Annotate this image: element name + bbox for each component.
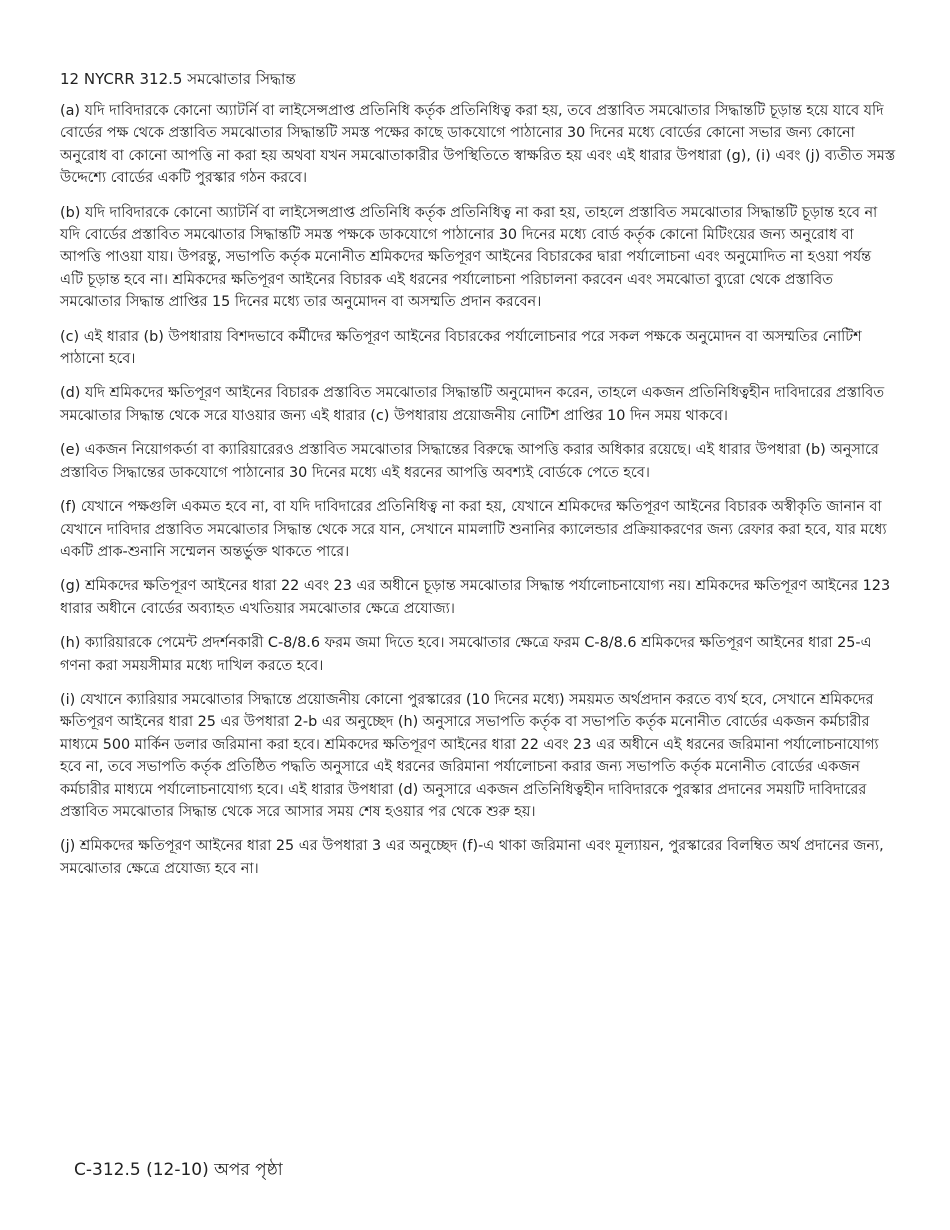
paragraph-d: (d) যদি শ্রমিকদের ক্ষতিপূরণ আইনের বিচারক প্রস্তাবিত সমঝোতার সিদ্ধান্তটি অনুমোদন করেন, তাহলে একজন প্রতিনিধিত্বহীন দাবিদারের প্রস্তাবিত সমঝোতার সিদ্ধান্ত থেকে সরে যাওয়ার জন্য এই ধারার (c) উপধারায় প্রয়োজনীয় নোটিশ প্রাপ্তির 10 দিন সময় থাকবে।	[60, 385, 885, 424]
paragraph-c: (c) এই ধারার (b) উপধারায় বিশদভাবে কর্মীদের ক্ষতিপূরণ আইনের বিচারকের পর্যালোচনার পরে সকল পক্ষকে অনুমোদন বা অসম্মতির নোটিশ পাঠানো হবে।	[60, 328, 862, 368]
paragraph-i: (i) যেখানে ক্যারিয়ার সমঝোতার সিদ্ধান্তে প্রয়োজনীয় কোনো পুরস্কারের (10 দিনের মধ্যে) সময়মত অর্থপ্রদান করতে ব্যর্থ হবে, সেখানে শ্রমিকদের ক্ষতিপূরণ আইনের ধারা 25 এর উপধারা 2-b এর অনুচ্ছেদ (h) অনুসারে সভাপতি কর্তৃক বা সভাপতি কর্তৃক মনোনীত বোর্ডের একজন কর্মচারীর মাধ্যমে 500 মার্কিন ডলার জরিমানা করা হবে। শ্রমিকদের ক্ষতিপূরণ আইনের ধারা 22 এবং 23 এর অধীনে এই ধরনের জরিমানা পর্যালোচনাযোগ্য হবে না, তবে সভাপতি কর্তৃক প্রতিষ্ঠিত পদ্ধতি অনুসারে এই ধরনের জরিমানা পর্যালোচনা করার জন্য সভাপতি কর্তৃক মনোনীত বোর্ডের একজন কর্মচারীর মাধ্যমে পর্যালোচনাযোগ্য হবে। এই ধারার উপধারা (d) অনুসারে একজন প্রতিনিধিত্বহীন দাবিদারকে পুরস্কার প্রদানের সময়টি দাবিদারের প্রস্তাবিত সমঝোতার সিদ্ধান্ত থেকে সরে আসার সময় শেষ হওয়ার পর থেকে শুরু হয়।	[60, 691, 879, 820]
paragraph-h: (h) ক্যারিয়ারকে পেমেন্ট প্রদর্শনকারী C-8/8.6 ফরম জমা দিতে হবে। সমঝোতার ক্ষেত্রে ফরম C-8/8.6 শ্রমিকদের ক্ষতিপূরণ আইনের ধারা 25-এ গণনা করা সময়সীমার মধ্যে দাখিল করতে হবে।	[60, 635, 872, 674]
form-footer-label: C-312.5 (12-10) অপর পৃষ্ঠা	[74, 1160, 283, 1180]
document-body	[60, 68, 896, 892]
document-title: 12 NYCRR 312.5 সমঝোতার সিদ্ধান্ত	[60, 70, 296, 88]
paragraph-j: (j) শ্রমিকদের ক্ষতিপূরণ আইনের ধারা 25 এর উপধারা 3 এর অনুচ্ছেদ (f)-এ থাকা জরিমানা এবং মূল্যায়ন, পুরস্কারের বিলম্বিত অর্থ প্রদানের জন্য, সমঝোতার ক্ষেত্রে প্রযোজ্য হবে না।	[60, 838, 884, 877]
paragraph-f: (f) যেখানে পক্ষগুলি একমত হবে না, বা যদি দাবিদারের প্রতিনিধিত্ব না করা হয়, যেখানে শ্রমিকদের ক্ষতিপূরণ আইনের বিচারক অস্বীকৃতি জানান বা যেখানে দাবিদার প্রস্তাবিত সমঝোতার সিদ্ধান্ত থেকে সরে যান, সেখানে মামলাটি শুনানির ক্যালেন্ডার প্রক্রিয়াকরণের জন্য রেফার করা হবে, যার মধ্যে একটি প্রাক-শুনানি সম্মেলন অন্তর্ভুক্ত থাকতে পারে।	[60, 499, 887, 560]
paragraph-e: (e) একজন নিয়োগকর্তা বা ক্যারিয়ারেরও প্রস্তাবিত সমঝোতার সিদ্ধান্তের বিরুদ্ধে আপত্তি করার অধিকার রয়েছে। এই ধারার উপধারা (b) অনুসারে প্রস্তাবিত সিদ্ধান্তের ডাকযোগে পাঠানোর 30 দিনের মধ্যে এই ধরনের আপত্তি অবশ্যই বোর্ডকে পেতে হবে।	[60, 442, 879, 481]
paragraph-g: (g) শ্রমিকদের ক্ষতিপূরণ আইনের ধারা 22 এবং 23 এর অধীনে চূড়ান্ত সমঝোতার সিদ্ধান্ত পর্যালোচনাযোগ্য নয়। শ্রমিকদের ক্ষতিপূরণ আইনের 123 ধারার অধীনে বোর্ডের অব্যাহত এখতিয়ার সমঝোতার ক্ষেত্রে প্রযোজ্য।	[60, 578, 891, 617]
paragraph-a: (a) যদি দাবিদারকে কোনো অ্যাটর্নি বা লাইসেন্সপ্রাপ্ত প্রতিনিধি কর্তৃক প্রতিনিধিত্ব করা হয়, তবে প্রস্তাবিত সমঝোতার সিদ্ধান্তটি চূড়ান্ত হয়ে যাবে যদি বোর্ডের পক্ষ থেকে প্রস্তাবিত সমঝোতার সিদ্ধান্তটি সমস্ত পক্ষের কাছে ডাকযোগে পাঠানোর 30 দিনের মধ্যে বোর্ডের কোনো সভার জন্য কোনো অনুরোধ বা কোনো আপত্তি না করা হয় অথবা যখন সমঝোতাকারীর উপস্থিতিতে স্বাক্ষরিত হয় এবং এই ধারার উপধারা (g), (i) এবং (j) ব্যতীত সমস্ত উদ্দেশ্যে বোর্ডের একটি পুরস্কার গঠন করবে।	[60, 103, 896, 187]
paragraph-b: (b) যদি দাবিদারকে কোনো অ্যাটর্নি বা লাইসেন্সপ্রাপ্ত প্রতিনিধি কর্তৃক প্রতিনিধিত্ব না করা হয়, তাহলে প্রস্তাবিত সমঝোতার সিদ্ধান্তটি চূড়ান্ত হবে না যদি বোর্ডের প্রস্তাবিত সমঝোতার সিদ্ধান্তটি সমস্ত পক্ষকে ডাকযোগে পাঠানোর 30 দিনের মধ্যে বোর্ড কর্তৃক কোনো মিটিংয়ের জন্য অনুরোধ বা আপত্তি পাওয়া যায়। উপরন্তু, সভাপতি কর্তৃক মনোনীত শ্রমিকদের ক্ষতিপূরণ আইনের বিচারকের দ্বারা পর্যালোচনা এবং অনুমোদিত না হওয়া পর্যন্ত এটি চূড়ান্ত হবে না। শ্রমিকদের ক্ষতিপূরণ আইনের বিচারক এই ধরনের পর্যালোচনা পরিচালনা করবেন এবং সমঝোতা ব্যুরো থেকে প্রস্তাবিত সমঝোতার সিদ্ধান্ত প্রাপ্তির 15 দিনের মধ্যে তার অনুমোদন বা অসম্মতি প্রদান করবেন।	[60, 204, 878, 311]
